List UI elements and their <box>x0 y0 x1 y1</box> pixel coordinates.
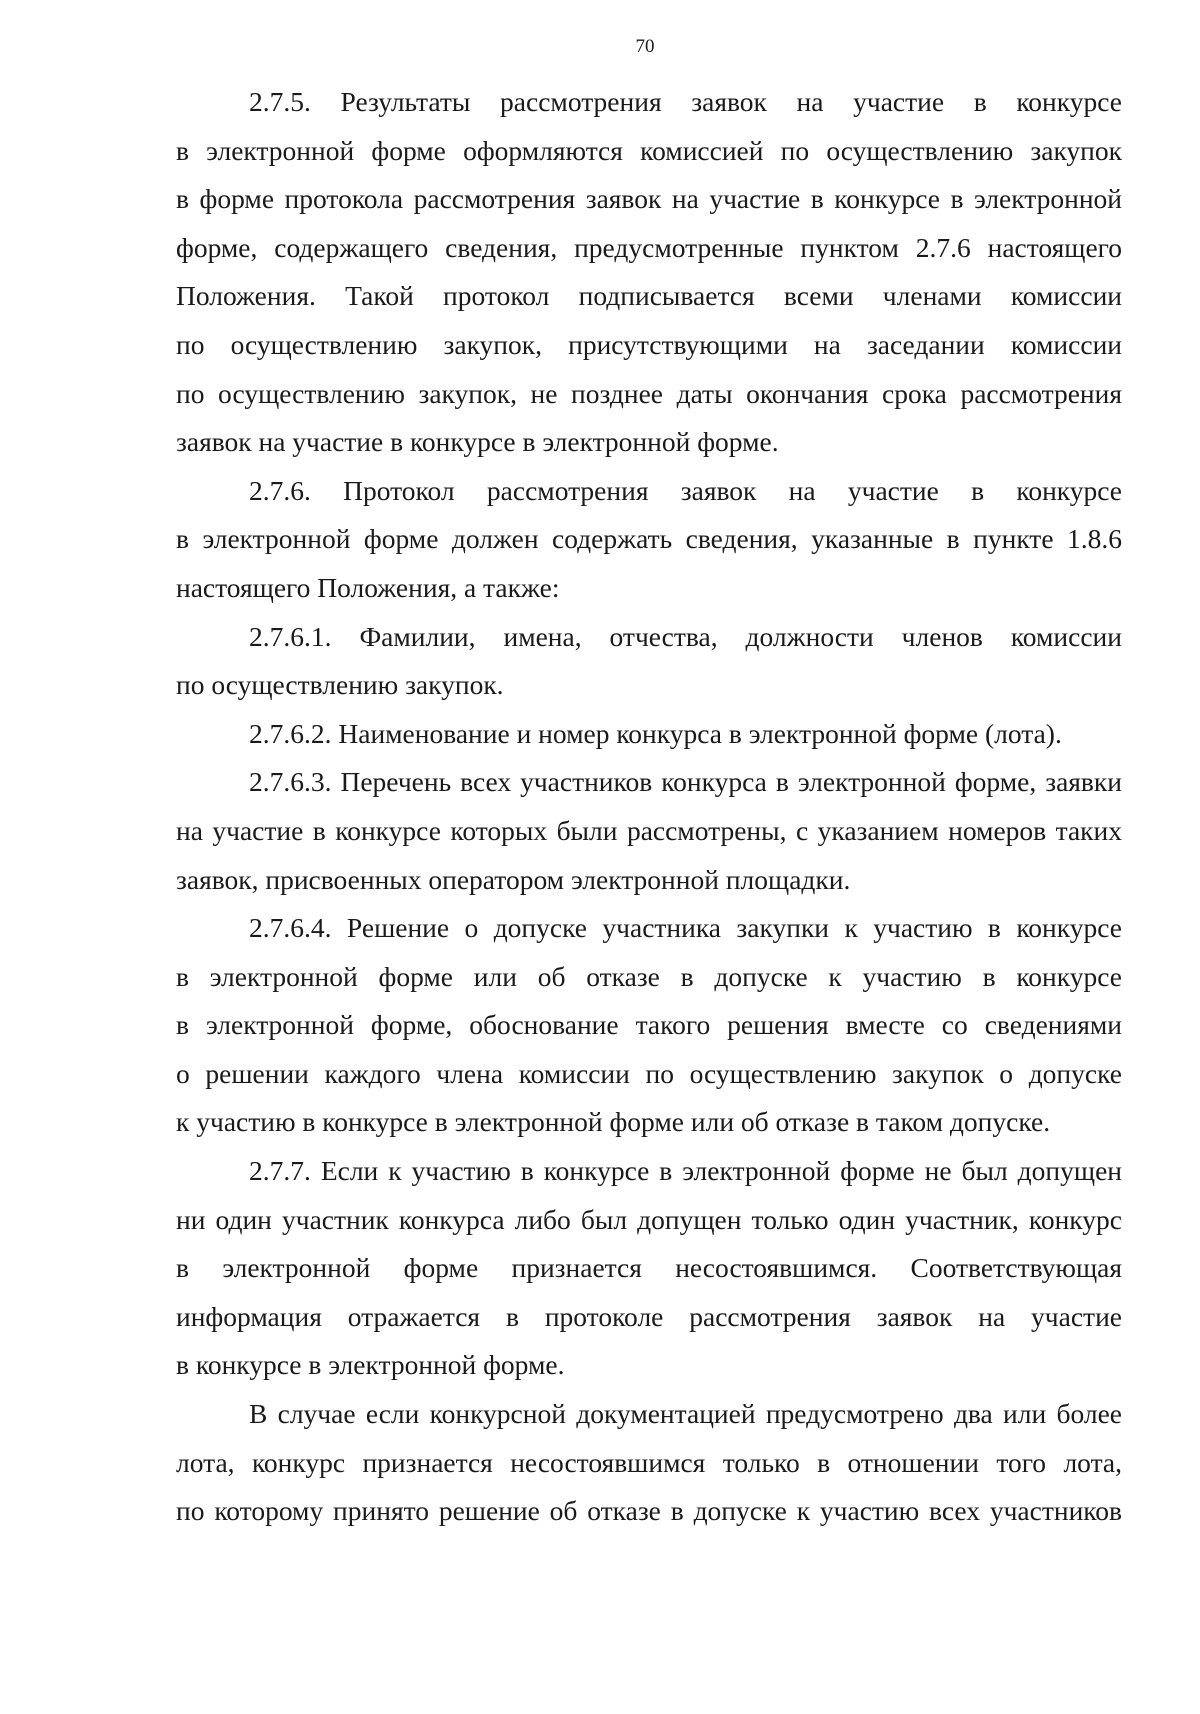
paragraph-line: 2.7.6.4. Решение о допуске участника закупки к участию в конкурсе <box>249 912 1122 944</box>
paragraph-line: заявок, присвоенных оператором электронной площадки. <box>176 863 851 895</box>
paragraph-line: 2.7.6.3. Перечень всех участников конкурса в электронной форме, заявки <box>249 766 1122 798</box>
paragraph-line: информация отражается в протоколе рассмотрения заявок на участие <box>176 1300 1122 1332</box>
paragraph-line: настоящего Положения, а также: <box>176 571 560 603</box>
paragraph-line: в форме протокола рассмотрения заявок на участие в конкурсе в электронной <box>176 183 1122 215</box>
paragraph-line: форме, содержащего сведения, предусмотренные пунктом 2.7.6 настоящего <box>176 231 1122 263</box>
paragraph-line: по которому принято решение об отказе в допуске к участию всех участников <box>176 1495 1122 1527</box>
paragraph-2-7-6-4 <box>176 904 1122 1147</box>
paragraph-line: в конкурсе в электронной форме. <box>176 1349 565 1381</box>
paragraph-line: ни один участник конкурса либо был допущен только один участник, конкурс <box>176 1203 1122 1235</box>
paragraph-2-7-5 <box>176 78 1122 467</box>
paragraph-line: 2.7.5. Результаты рассмотрения заявок на участие в конкурсе <box>249 86 1122 117</box>
paragraph-line: в электронной форме оформляются комиссией по осуществлению закупок <box>176 134 1122 166</box>
paragraph-line: к участию в конкурсе в электронной форме или об отказе в таком допуске. <box>176 1106 1051 1138</box>
paragraph-line: Положения. Такой протокол подписывается всеми членами комиссии <box>176 280 1122 312</box>
paragraph-line: 2.7.6.2. Наименование и номер конкурса в электронной форме (лота). <box>249 717 1062 749</box>
paragraph-line: заявок на участие в конкурсе в электронной форме. <box>176 426 779 458</box>
paragraph-line: в электронной форме или об отказе в допуске к участию в конкурсе <box>176 960 1122 992</box>
paragraph-line: в электронной форме, обоснование такого решения вместе со сведениями <box>176 1009 1122 1041</box>
paragraph-line: на участие в конкурсе которых были рассмотрены, с указанием номеров таких <box>176 814 1122 846</box>
paragraph-2-7-6-3 <box>176 758 1122 904</box>
paragraph-line: по осуществлению закупок. <box>176 669 504 701</box>
paragraph-line: 2.7.6.1. Фамилии, имена, отчества, должности членов комиссии <box>249 620 1122 652</box>
document-body <box>176 78 1122 1536</box>
paragraph-2-7-6-2 <box>176 710 1122 759</box>
paragraph-2-7-6-1 <box>176 613 1122 710</box>
paragraph-2-7-6 <box>176 467 1122 613</box>
paragraph-line: В случае если конкурсной документацией предусмотрено два или более <box>249 1398 1122 1430</box>
paragraph-line: в электронной форме признается несостоявшимся. Соответствующая <box>176 1252 1122 1284</box>
paragraph-line: по осуществлению закупок, не позднее даты окончания срока рассмотрения <box>176 377 1122 409</box>
paragraph-line: 2.7.6. Протокол рассмотрения заявок на участие в конкурсе <box>249 474 1122 506</box>
paragraph-line: по осуществлению закупок, присутствующими на заседании комиссии <box>176 328 1122 360</box>
paragraph-line: лота, конкурс признается несостоявшимся только в отношении того лота, <box>176 1446 1122 1478</box>
paragraph-2-7-7 <box>176 1147 1122 1390</box>
page-number: 70 <box>635 36 655 57</box>
paragraph-line: 2.7.7. Если к участию в конкурсе в электронной форме не был допущен <box>249 1155 1122 1187</box>
paragraph-2-7-7-lots <box>176 1390 1122 1536</box>
paragraph-line: в электронной форме должен содержать сведения, указанные в пункте 1.8.6 <box>176 523 1122 555</box>
paragraph-line: о решении каждого члена комиссии по осуществлению закупок о допуске <box>176 1057 1122 1089</box>
